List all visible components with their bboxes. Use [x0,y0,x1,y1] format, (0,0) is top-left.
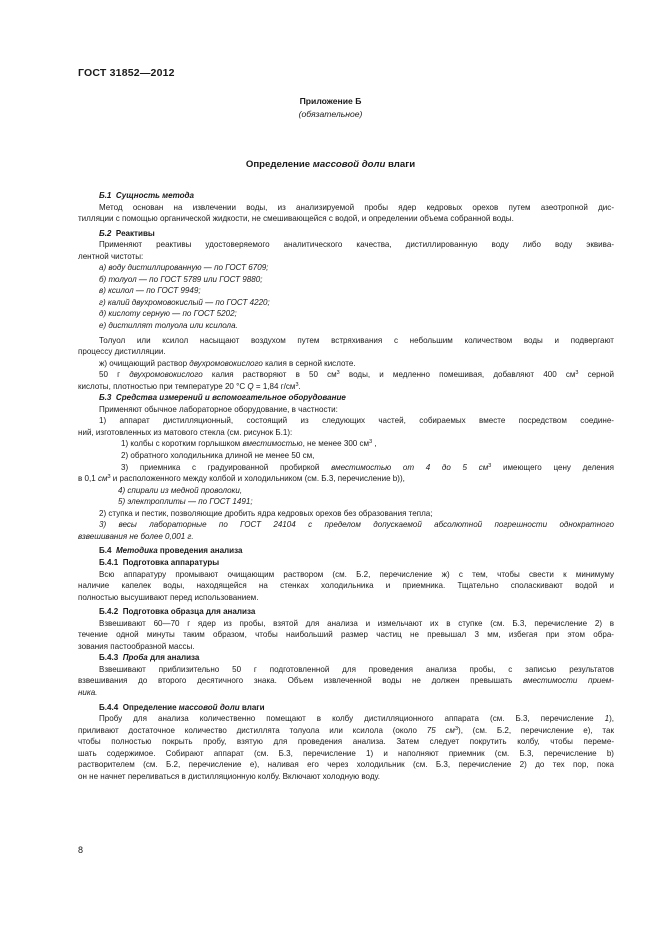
equipment-item-2: 2) ступка и пестик, позволяющие дробить ядра кедровых орехов без образования тепла; [99,508,433,518]
paragraph-b2-line: Применяют реактивы удостоверяемого аналитического качества, дистиллированную воду либо воду эквива- [99,240,614,250]
section-heading-b2: Б.2 Реактивы [99,228,155,238]
page-number: 8 [78,845,84,855]
paragraph-b42-line: Взвешивают 60—70 г ядер из пробы, взятой для анализа и измельчают их в ступке (см. Б.3, перечисление 2) в [99,618,614,628]
paragraph-b41-line: наличие капелек воды, находящейся на стенках холодильника и приемника. Тщательно споласкивают водой и [78,581,614,591]
reagent-item: в) ксилол — по ГОСТ 9949; [99,286,201,296]
paragraph-b44-line: растворителем (см. Б.2, перечисление е), наливая его через холодильник (см. Б.3, перечисление 2) до тех пор, пока [78,760,614,770]
paragraph-b1-line: тилляции с помощью органической жидкости, не смешивающейся с водой, и определении объема собранной воды. [78,214,514,224]
title-part-1: Определение [245,159,313,170]
paragraph-b44-line: шать содержимое. Собирают аппарат (см. Б.3, перечисление 1) и наполняют приемник (см. Б.3, перечисление b) [78,748,614,758]
paragraph-b1-line: Метод основан на извлечении воды, из анализируемой пробы ядер кедровых орехов путем азеотропной дис- [99,202,614,212]
equipment-item-3-line: 3) весы лабораторные по ГОСТ 24104 с пределом допускаемой абсолютной погрешности однократного [99,520,614,530]
paragraph-b42-line: течение одной минуты таким образом, чтобы наибольший размер частиц не превышал 3 мм, избегая при этом обра- [78,630,614,640]
title-part-2: массовой доли [312,159,386,170]
title-part-3: влаги [385,159,416,170]
paragraph-b3: Применяют обычное лабораторное оборудование, в частности: [99,404,338,414]
paragraph-b2-line: лентной чистоты: [78,251,144,261]
section-heading-b41: Б.4.1 Подготовка аппаратуры [99,557,220,567]
section-heading-b43: Б.4.3 Проба для анализа [99,653,200,663]
paragraph-b43-line: ника. [78,687,98,697]
section-heading-b4: Б.4 Методика проведения анализа [99,546,243,556]
equipment-subitem-3-line: в 0,1 $см^3$ и расположенного между колбой и холодильником (см. Б.3, перечисление b)), [78,474,405,484]
paragraph-solution-line: кислоты, плотностью при температуре 20 °С Q = 1,84 $г/см^3$. [78,381,301,391]
section-heading-b3: Б.3 Средства измерений и вспомогательное оборудование [99,393,346,403]
equipment-item-3-line: взвешивания не более 0,001 г. [78,531,194,541]
paragraph-b44-line: Пробу для анализа количественно помещают в колбу дистилляционного аппарата (см. Б.3, перечисление 1), [99,714,614,724]
reagent-item: е) дистиллят толуола или ксилола. [99,321,238,331]
reagent-item: а) воду дистиллированную — по ГОСТ 6709; [99,263,269,273]
paragraph-b43-line: Взвешивают приблизительно 50 г подготовленной для проведения анализа пробы, с записью результатов [99,664,614,674]
section-heading-b44: Б.4.4 Определение массовой доли влаги [99,702,265,712]
section-heading-b42: Б.4.2 Подготовка образца для анализа [99,607,256,617]
section-heading-b1: Б.1 Сущность метода [99,191,194,200]
equipment-subitem-2: 2) обратного холодильника длиной не менее 50 см, [121,451,315,461]
document-body [78,190,614,782]
reagent-item: д) кислоту серную — по ГОСТ 5202; [99,309,237,319]
paragraph-solution-line: 50 г двухромовокислого калия растворяют в 50 $см^3$ воды, и медленно помешивая, добавляют 400 $см^3$ серной [99,370,615,380]
equipment-subitem-4: 4) спирали из медной проволоки, [118,485,243,495]
paragraph-b41-line: Всю аппаратуру промывают очищающим раствором (см. Б.2, перечисление ж) с тем, чтобы свести к минимуму [99,569,614,579]
paragraph-toluene-line: Толуол или ксилол насыщают воздухом путем встряхивания с небольшим количеством воды и подвергают [99,335,614,345]
paragraph-b44-line: он не начнет переливаться в дистилляционную колбу. Включают холодную воду. [78,771,381,781]
paragraph-b44-line: приливают достаточное количество дистиллята толуола или ксилола (около 75 $см^3$), (см. Б.2, перечисление е), так [78,725,614,735]
paragraph-b43-line: взвешивания до второго десятичного знака. Объем извлеченной воды не должен превышать вместимости прием- [78,676,614,686]
equipment-subitem-5: 5) электроплиты — по ГОСТ 1491; [118,497,253,507]
appendix-status: (обязательное) [298,109,363,119]
reagent-item: г) калий двухромовокислый — по ГОСТ 4220; [99,297,270,307]
paragraph-toluene-line: процессу дистилляции. [78,347,166,357]
equipment-subitem-1: 1) колбы с коротким горлышком вместимостью, не менее 300 $см^3$ , [121,439,377,449]
document-title [0,159,661,170]
equipment-item-1-line: 1) аппарат дистилляционный, состоящий из следующих частей, собираемых вместе посредством соедине- [99,416,614,426]
equipment-item-1-line: ний, изготовленных из матового стекла (см. рисунок Б.1): [78,427,293,437]
reagent-item: б) толуол — по ГОСТ 5789 или ГОСТ 9880; [99,274,263,284]
paragraph-b41-line: полностью высушивают перед использованием. [78,592,259,602]
paragraph-b42-line: зования пастообразной массы. [78,641,195,651]
document-code-header: ГОСТ 31852—2012 [78,67,175,79]
equipment-subitem-3-line: 3) приемника с градуированной пробиркой вместимостью от 4 до 5 $см^3$ имеющего цену деления [121,462,614,472]
reagent-item-zh: ж) очищающий раствор двухромовокислого калия в серной кислоте. [99,358,356,368]
paragraph-b44-line: чтобы полностью покрыть пробу, взятую для проведения анализа. Затем следует покрутить колбу, чтобы переме- [78,737,614,747]
appendix-title: Приложение Б [299,96,362,106]
